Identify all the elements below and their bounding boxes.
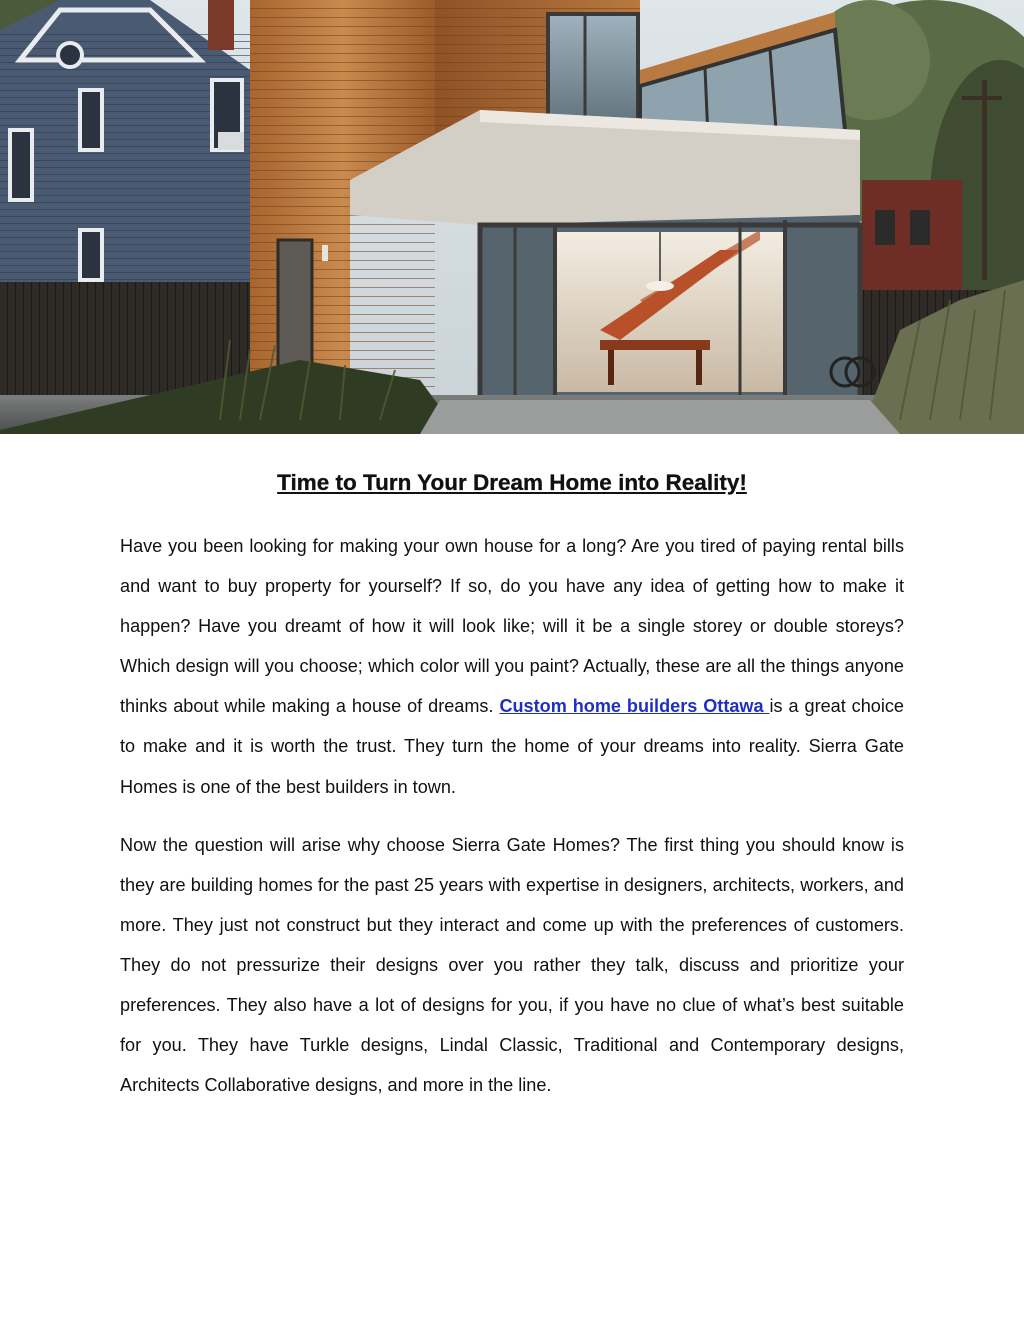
paragraph-intro-text: Have you been looking for making your own house for a long? Are you tired of paying rental bills and want to buy property for yourself? If so, do you have any idea of getting how to make it happen? Have you dreamt of how it will look like; will it be a single storey or double storeys? Which design will you choose; which color will you paint? Actually, these are all the things anyone thinks about while making a house of dreams. xyxy=(120,536,904,717)
paragraph-intro-text-end: is a great choice to make and it is worth the trust. They turn the home of your dreams into reality. Sierra Gate Homes is one of the best builders in town. xyxy=(120,696,904,797)
paragraph-intro xyxy=(120,526,904,807)
article xyxy=(120,466,904,1123)
custom-home-builders-link[interactable]: Custom home builders Ottawa xyxy=(499,696,770,717)
modern-house-photo-icon xyxy=(0,0,1024,434)
page-title: Time to Turn Your Dream Home into Reality! xyxy=(277,470,747,495)
hero-image xyxy=(0,0,1024,434)
paragraph-why-choose: Now the question will arise why choose Sierra Gate Homes? The first thing you should know is they are building homes for the past 25 years with expertise in designers, architects, workers, and more. They just not construct but they interact and come up with the preferences of customers. They do not pressurize their designs over you rather they talk, discuss and prioritize your preferences. They also have a lot of designs for you, if you have no clue of what’s best suitable for you. They have Turkle designs, Lindal Classic, Traditional and Contemporary designs, Architects Collaborative designs, and more in the line. xyxy=(120,834,904,1096)
